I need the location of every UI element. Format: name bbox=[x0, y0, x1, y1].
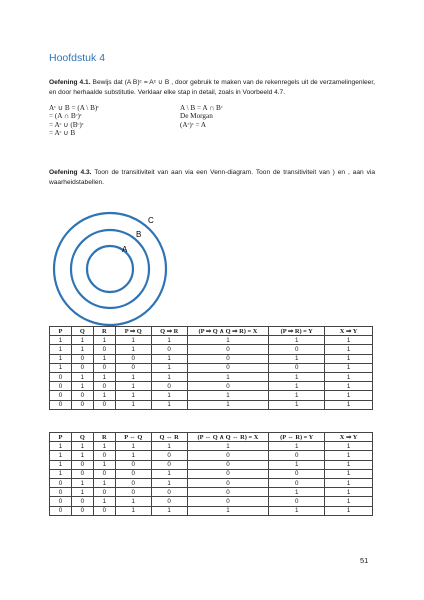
column-header: Q bbox=[71, 433, 93, 442]
table-cell: 1 bbox=[71, 488, 93, 497]
table-cell: 1 bbox=[71, 345, 93, 354]
table-cell: 1 bbox=[50, 363, 72, 372]
table-cell: 0 bbox=[187, 469, 269, 478]
table-cell: 0 bbox=[187, 451, 269, 460]
column-header: Q ⇒ R bbox=[151, 327, 187, 336]
venn-label-c: C bbox=[148, 216, 154, 225]
table-cell: 0 bbox=[93, 400, 115, 409]
table-cell: 1 bbox=[50, 442, 72, 451]
table-cell: 0 bbox=[71, 497, 93, 506]
column-header: R bbox=[93, 433, 115, 442]
table-cell: 0 bbox=[115, 460, 151, 469]
table-body bbox=[50, 336, 373, 410]
table-cell: 0 bbox=[50, 400, 72, 409]
derivation-step: = Aᶜ ∪ B bbox=[49, 128, 76, 137]
table-cell: 1 bbox=[325, 460, 373, 469]
table-cell: 1 bbox=[187, 506, 269, 515]
table-cell: 0 bbox=[50, 506, 72, 515]
table-cell: 1 bbox=[325, 497, 373, 506]
exercise-4-1-title: Oefening 4.1. bbox=[49, 79, 91, 86]
table-cell: 0 bbox=[187, 478, 269, 487]
table-cell: 0 bbox=[115, 363, 151, 372]
column-header: Q ⇔ R bbox=[151, 433, 187, 442]
table-cell: 0 bbox=[269, 345, 325, 354]
table-cell: 1 bbox=[71, 336, 93, 345]
table-cell: 1 bbox=[269, 391, 325, 400]
table-cell: 0 bbox=[269, 363, 325, 372]
table-cell: 1 bbox=[151, 336, 187, 345]
derivation-steps bbox=[49, 104, 99, 137]
table-cell: 0 bbox=[71, 391, 93, 400]
table-cell: 1 bbox=[269, 460, 325, 469]
table-cell: 1 bbox=[151, 469, 187, 478]
column-header: (P ⇔ R) = Y bbox=[269, 433, 325, 442]
table-cell: 1 bbox=[325, 442, 373, 451]
table-row bbox=[50, 506, 373, 515]
table-cell: 1 bbox=[187, 442, 269, 451]
table-cell: 1 bbox=[325, 354, 373, 363]
table-cell: 0 bbox=[269, 478, 325, 487]
column-header: (P ⇒ R) = Y bbox=[269, 327, 325, 336]
table-cell: 1 bbox=[93, 336, 115, 345]
table-cell: 0 bbox=[151, 497, 187, 506]
table-cell: 0 bbox=[71, 354, 93, 363]
table-cell: 1 bbox=[151, 372, 187, 381]
table-cell: 1 bbox=[151, 354, 187, 363]
venn-label-a: A bbox=[122, 245, 128, 254]
table-header-row bbox=[50, 327, 373, 336]
exercise-4-1 bbox=[49, 78, 375, 98]
table-row bbox=[50, 460, 373, 469]
table-cell: 1 bbox=[93, 354, 115, 363]
table-cell: 1 bbox=[269, 442, 325, 451]
table-cell: 0 bbox=[71, 363, 93, 372]
table-cell: 1 bbox=[50, 336, 72, 345]
table-row bbox=[50, 372, 373, 381]
table-cell: 1 bbox=[151, 506, 187, 515]
column-header: X ⇒ Y bbox=[325, 327, 373, 336]
exercise-4-3-text: Toon de transitiviteit van aan via een Venn-diagram. Toon de transitiviteit van ) en , aan via waarheidstabellen. bbox=[49, 169, 375, 186]
table-cell: 1 bbox=[115, 451, 151, 460]
table-cell: 0 bbox=[187, 497, 269, 506]
table-row bbox=[50, 442, 373, 451]
table-cell: 1 bbox=[71, 382, 93, 391]
table-cell: 1 bbox=[71, 442, 93, 451]
table-cell: 1 bbox=[115, 372, 151, 381]
table-cell: 1 bbox=[325, 372, 373, 381]
table-cell: 1 bbox=[115, 382, 151, 391]
table-cell: 1 bbox=[325, 391, 373, 400]
table-cell: 1 bbox=[93, 478, 115, 487]
table-cell: 0 bbox=[93, 488, 115, 497]
table-cell: 1 bbox=[115, 497, 151, 506]
table-cell: 0 bbox=[93, 451, 115, 460]
table-cell: 1 bbox=[115, 336, 151, 345]
derivation-justification: De Morgan bbox=[180, 112, 213, 121]
table-cell: 1 bbox=[71, 451, 93, 460]
exercise-4-1-text: Bewijs dat (A B)ᶜ = Aᶜ ∪ B , door gebruik te maken van de rekenregels uit de verzamelingenleer, en door herhaalde substitutie. Verklaar elke stap in detail, zoals in Voorbeeld 4.7. bbox=[49, 79, 375, 96]
table-cell: 1 bbox=[325, 363, 373, 372]
table-cell: 1 bbox=[50, 451, 72, 460]
table-row bbox=[50, 382, 373, 391]
table-row bbox=[50, 400, 373, 409]
derivation-justifications bbox=[180, 104, 223, 129]
table-cell: 1 bbox=[151, 400, 187, 409]
table-row bbox=[50, 391, 373, 400]
column-header: P bbox=[50, 327, 72, 336]
page-number: 51 bbox=[360, 556, 369, 565]
derivation-step: Aᶜ ∪ B = (A \ B)ᶜ bbox=[49, 104, 100, 112]
table-cell: 0 bbox=[71, 469, 93, 478]
table-cell: 0 bbox=[50, 372, 72, 381]
table-cell: 1 bbox=[115, 345, 151, 354]
table-cell: 1 bbox=[93, 497, 115, 506]
table-cell: 1 bbox=[269, 372, 325, 381]
table-row bbox=[50, 336, 373, 345]
table-cell: 0 bbox=[115, 488, 151, 497]
table-cell: 0 bbox=[151, 382, 187, 391]
table-cell: 0 bbox=[50, 478, 72, 487]
table-cell: 1 bbox=[325, 382, 373, 391]
table-cell: 1 bbox=[325, 451, 373, 460]
table-row bbox=[50, 488, 373, 497]
table-cell: 1 bbox=[71, 372, 93, 381]
table-cell: 1 bbox=[50, 345, 72, 354]
table-cell: 0 bbox=[50, 391, 72, 400]
table-cell: 1 bbox=[115, 391, 151, 400]
table-cell: 0 bbox=[93, 382, 115, 391]
table-cell: 0 bbox=[151, 451, 187, 460]
table-cell: 0 bbox=[71, 400, 93, 409]
derivation-step: = (A ∩ Bᶜ)ᶜ bbox=[49, 112, 82, 121]
chapter-title: Hoofdstuk 4 bbox=[49, 52, 106, 64]
table-cell: 0 bbox=[151, 488, 187, 497]
column-header: P bbox=[50, 433, 72, 442]
table-cell: 0 bbox=[115, 354, 151, 363]
table-cell: 1 bbox=[115, 400, 151, 409]
table-row bbox=[50, 354, 373, 363]
table-cell: 0 bbox=[187, 460, 269, 469]
table-cell: 1 bbox=[187, 336, 269, 345]
table-cell: 1 bbox=[50, 354, 72, 363]
table-cell: 0 bbox=[187, 354, 269, 363]
table-cell: 0 bbox=[93, 506, 115, 515]
table-cell: 1 bbox=[269, 488, 325, 497]
column-header: P ⇔ Q bbox=[115, 433, 151, 442]
table-cell: 1 bbox=[151, 442, 187, 451]
table-cell: 1 bbox=[151, 363, 187, 372]
table-cell: 1 bbox=[269, 400, 325, 409]
table-cell: 1 bbox=[325, 400, 373, 409]
table-body bbox=[50, 442, 373, 516]
table-header-row bbox=[50, 433, 373, 442]
table-cell: 1 bbox=[93, 442, 115, 451]
table-cell: 1 bbox=[115, 442, 151, 451]
table-cell: 0 bbox=[50, 488, 72, 497]
table-row bbox=[50, 469, 373, 478]
table-cell: 1 bbox=[325, 336, 373, 345]
table-row bbox=[50, 345, 373, 354]
column-header: P ⇒ Q bbox=[115, 327, 151, 336]
derivation-justification: (Aᶜ)ᶜ = A bbox=[180, 120, 207, 129]
table-cell: 0 bbox=[187, 488, 269, 497]
column-header: (P ⇒ Q ∧ Q ⇒ R) = X bbox=[187, 327, 269, 336]
venn-diagram bbox=[49, 208, 169, 328]
column-header: X ⇒ Y bbox=[325, 433, 373, 442]
table-cell: 1 bbox=[151, 391, 187, 400]
derivation-justification: A \ B = A ∩ Bᶜ bbox=[180, 104, 223, 112]
table-cell: 1 bbox=[269, 382, 325, 391]
table-cell: 0 bbox=[187, 363, 269, 372]
table-cell: 1 bbox=[115, 506, 151, 515]
column-header: (P ⇔ Q ∧ Q ⇔ R) = X bbox=[187, 433, 269, 442]
table-cell: 0 bbox=[93, 363, 115, 372]
table-cell: 1 bbox=[325, 469, 373, 478]
table-cell: 0 bbox=[187, 345, 269, 354]
table-cell: 0 bbox=[269, 469, 325, 478]
table-cell: 0 bbox=[115, 478, 151, 487]
column-header: Q bbox=[71, 327, 93, 336]
venn-label-b: B bbox=[136, 230, 142, 239]
venn-circle-b bbox=[71, 230, 149, 308]
table-cell: 1 bbox=[269, 506, 325, 515]
table-row bbox=[50, 363, 373, 372]
table-cell: 0 bbox=[71, 460, 93, 469]
table-cell: 1 bbox=[93, 460, 115, 469]
column-header: R bbox=[93, 327, 115, 336]
table-cell: 1 bbox=[187, 391, 269, 400]
table-cell: 0 bbox=[269, 497, 325, 506]
table-cell: 0 bbox=[269, 451, 325, 460]
table-cell: 1 bbox=[93, 372, 115, 381]
table-cell: 0 bbox=[187, 382, 269, 391]
table-cell: 0 bbox=[151, 460, 187, 469]
exercise-4-3 bbox=[49, 168, 375, 188]
table-cell: 1 bbox=[325, 506, 373, 515]
derivation-step: = Aᶜ ∪ (Bᶜ)ᶜ bbox=[49, 120, 84, 129]
table-cell: 1 bbox=[325, 478, 373, 487]
table-cell: 0 bbox=[50, 382, 72, 391]
table-cell: 1 bbox=[269, 336, 325, 345]
table-cell: 1 bbox=[50, 460, 72, 469]
table-cell: 0 bbox=[50, 497, 72, 506]
table-cell: 1 bbox=[269, 354, 325, 363]
table-cell: 1 bbox=[50, 469, 72, 478]
table-cell: 0 bbox=[93, 469, 115, 478]
truth-table-equivalence bbox=[49, 432, 373, 516]
exercise-4-3-title: Oefening 4.3. bbox=[49, 169, 92, 176]
table-cell: 1 bbox=[187, 372, 269, 381]
table-cell: 1 bbox=[325, 488, 373, 497]
table-cell: 1 bbox=[325, 345, 373, 354]
table-cell: 0 bbox=[71, 506, 93, 515]
table-cell: 0 bbox=[115, 469, 151, 478]
table-row bbox=[50, 478, 373, 487]
table-row bbox=[50, 451, 373, 460]
table-cell: 0 bbox=[151, 345, 187, 354]
truth-table-implication bbox=[49, 326, 373, 410]
table-cell: 0 bbox=[93, 345, 115, 354]
table-cell: 1 bbox=[187, 400, 269, 409]
table-cell: 1 bbox=[93, 391, 115, 400]
table-row bbox=[50, 497, 373, 506]
table-cell: 1 bbox=[71, 478, 93, 487]
table-cell: 1 bbox=[151, 478, 187, 487]
